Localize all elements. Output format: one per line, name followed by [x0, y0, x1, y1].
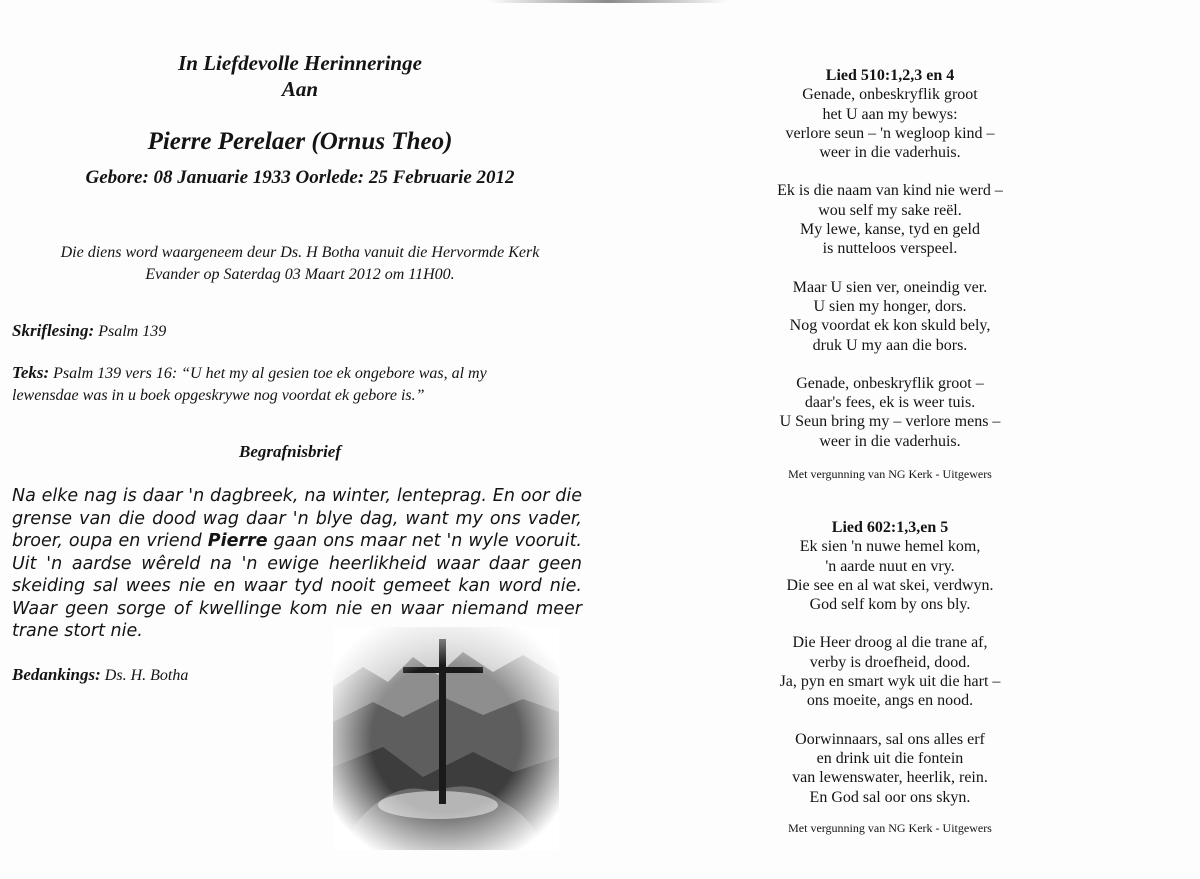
hymn-line: weer in die vaderhuis.	[819, 144, 961, 162]
teks	[12, 362, 572, 407]
hymn-line: weer in die vaderhuis.	[819, 432, 961, 450]
skriflesing-value: Psalm 139	[98, 323, 167, 340]
heading-line-2: Aan	[281, 77, 319, 101]
skriflesing	[12, 320, 572, 343]
hymn-line: Genade, onbeskryflik groot	[802, 86, 978, 104]
hymn-line: van lewenswater, heerlik, rein.	[792, 769, 988, 787]
hymn-line: Die see en al wat skei, verdwyn.	[786, 576, 994, 594]
hymn-line: 'n aarde nuut en vry.	[825, 557, 955, 575]
hymn-line: wou self my sake reël.	[818, 201, 962, 219]
hymn-line: Maar U sien ver, oneindig ver.	[792, 278, 988, 296]
hymn-510-stanza	[690, 374, 1090, 451]
hymn-line: Nog voordat ek kon skuld bely,	[789, 317, 991, 335]
hymn-line: Oorwinnaars, sal ons alles erf	[795, 730, 985, 748]
hymn-line: Ek is die naam van kind nie werd –	[777, 182, 1003, 200]
hymn-510-stanza	[690, 181, 1090, 258]
hymn-510-credit: Met vergunning van NG Kerk - Uitgewers	[788, 467, 992, 481]
hymn-line: God self kom by ons bly.	[809, 596, 971, 614]
hymn-line: is nutteloos verspeel.	[822, 240, 958, 258]
hymn-line: ons moeite, angs en nood.	[806, 692, 974, 710]
hymn-510-stanza	[690, 278, 1090, 355]
hymn-602-credit: Met vergunning van NG Kerk - Uitgewers	[788, 821, 992, 835]
skriflesing-label: Skriflesing:	[12, 321, 95, 340]
hymn-510	[690, 66, 1090, 451]
hymn-line: Genade, onbeskryflik groot –	[796, 374, 984, 392]
hymn-line: verlore seun – 'n wegloop kind –	[785, 124, 995, 142]
hymn-510-title: Lied 510:1,2,3 en 4	[825, 67, 955, 84]
hymn-602-stanza	[690, 730, 1090, 807]
letter-name: Pierre	[207, 531, 268, 551]
hymn-602-stanza	[690, 633, 1090, 710]
hymn-602-stanza	[690, 537, 1090, 614]
bedankings-label: Bedankings:	[12, 665, 101, 684]
heading-line-1: In Liefdevolle Herinneringe	[178, 51, 422, 75]
letter-text-before: Na elke nag is daar 'n dagbreek, na winter, lenteprag. En oor die grense van die dood wag daar 'n blye dag, want my ons vader, broer, oupa en vriend	[12, 486, 582, 551]
teks-line-2: lewensdae was in u boek opgeskrywe nog voordat ek gebore is.”	[12, 387, 425, 404]
hymn-line: Ek sien 'n nuwe hemel kom,	[799, 538, 981, 556]
teks-line-1: Psalm 139 vers 16: “U het my al gesien toe ek ongebore was, al my	[53, 365, 487, 382]
hymn-602	[690, 518, 1090, 807]
hymn-line: U sien my honger, dors.	[813, 297, 967, 315]
hymn-line: daar's fees, ek is weer tuis.	[804, 394, 976, 412]
begrafnisbrief-text	[12, 485, 582, 643]
cross-mountain-photo	[333, 627, 559, 850]
birth-death-dates: Gebore: 08 Januarie 1933 Oorlede: 25 Februarie 2012	[85, 167, 515, 188]
hymn-line: My lewe, kanse, tyd en geld	[800, 221, 980, 239]
hymn-line: verby is droefheid, dood.	[809, 653, 971, 671]
deceased-name: Pierre Perelaer (Ornus Theo)	[147, 128, 453, 155]
bedankings-value: Ds. H. Botha	[104, 667, 189, 684]
hymn-line: druk U my aan die bors.	[812, 336, 968, 354]
hymn-602-title: Lied 602:1,3,en 5	[831, 519, 949, 536]
teks-label: Teks:	[12, 363, 50, 382]
right-panel	[690, 0, 1090, 879]
service-line-2: Evander op Saterdag 03 Maart 2012 om 11H00.	[145, 266, 455, 283]
letter-text-after: gaan ons maar net 'n wyle vooruit. Uit 'n aardse wêreld na 'n ewige heerlikheid waar daar geen skeiding sal wees nie en waar tyd nooit gemeet kan word nie. Waar geen sorge of kwellinge kom nie en waar niemand meer trane stort nie.	[12, 531, 582, 641]
hymn-line: Die Heer droog al die trane af,	[792, 634, 988, 652]
service-line-1: Die diens word waargeneem deur Ds. H Botha vanuit die Hervormde Kerk	[60, 244, 540, 261]
hymn-line: En God sal oor ons skyn.	[809, 788, 971, 806]
hymn-line: het U aan my bewys:	[822, 105, 958, 123]
hymn-line: U Seun bring my – verlore mens –	[779, 413, 1001, 431]
hymn-510-stanza	[690, 85, 1090, 162]
service-details	[10, 242, 590, 286]
hymn-line: Ja, pyn en smart wyk uit die hart –	[779, 673, 1001, 691]
begrafnisbrief-title: Begrafnisbrief	[239, 442, 341, 461]
hymn-line: en drink uit die fontein	[816, 749, 964, 767]
